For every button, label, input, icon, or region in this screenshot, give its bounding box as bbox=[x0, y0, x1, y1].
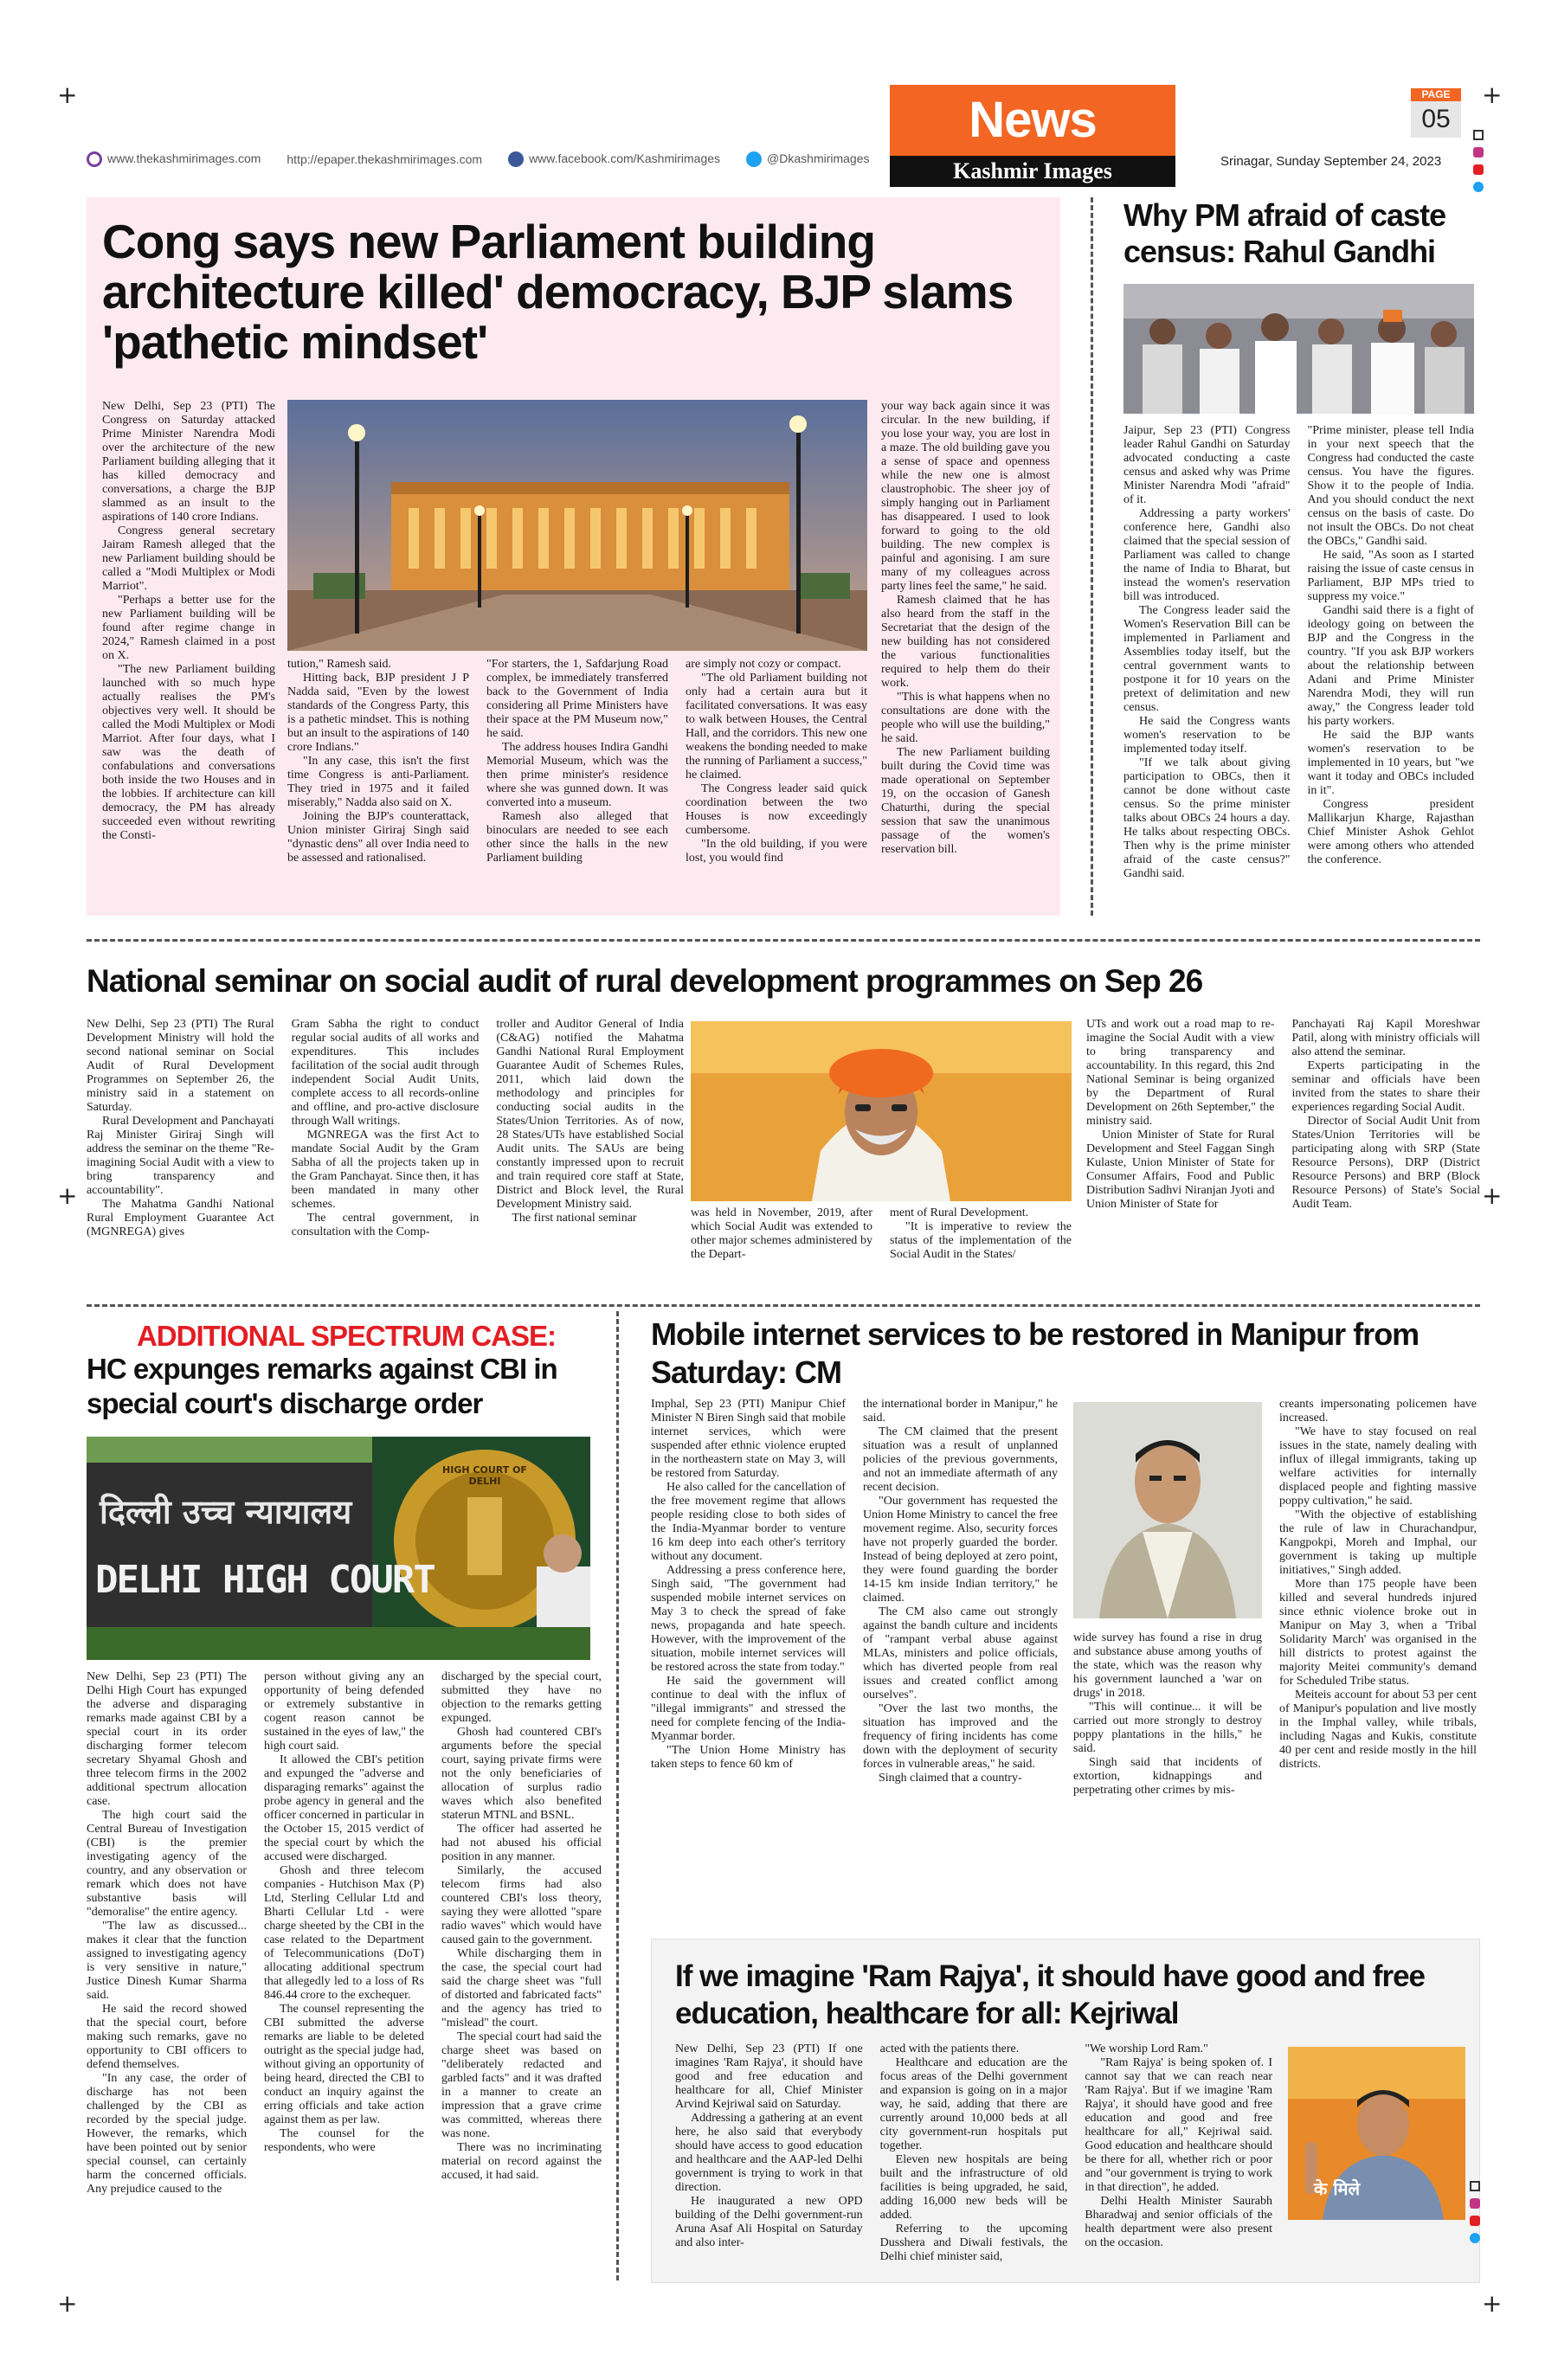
kejriwal-col-1 bbox=[675, 2042, 863, 2272]
paragraph: "The new Parliament building launched with so much hype actually realises the PM's objectives very well. It should be called the Modi Multiplex or Modi Marriot. After four days, what I saw was the death of confabulations and conversations both inside the two Houses and in the lobbies. If architecture can kill democracy, the PM has already succeeded even without rewriting the Consti- bbox=[102, 663, 275, 842]
paragraph: the international border in Manipur," he said. bbox=[863, 1398, 1058, 1425]
paragraph: The counsel representing the CBI submitted the adverse remarks are liable to be deleted outright as the special judge had, without giving an opportunity of being heard, directed the CBI to conduct an inquiry against the erring officials and take action against them as per law. bbox=[264, 2003, 424, 2126]
paper-name: Kashmir Images bbox=[890, 156, 1175, 187]
rahul-col-1 bbox=[1123, 424, 1291, 909]
paragraph: "If we talk about giving participation to OBCs, then it cannot be done without caste census. So the prime minister talks about OBCs 24 hours a day. He talks about respecting OBCs. Then why is the prime minister afraid of the caste census?" Gandhi said. bbox=[1123, 756, 1291, 880]
kejriwal-cols bbox=[675, 2042, 1272, 2272]
paragraph: "In the old building, if you were lost, you would find bbox=[686, 838, 867, 865]
paragraph: He said, "As soon as I started raising the issue of caste census in Parliament, BJP MPs tried to suppress my voice." bbox=[1307, 549, 1474, 603]
paragraph: "We have to stay focused on real issues in the state, namely dealing with influx of illegal immigrants, taking up welfare activities for internally displaced people and fighting massive poppy cultivation," he said. bbox=[1279, 1425, 1477, 1508]
rahul-cols bbox=[1123, 424, 1474, 909]
column-divider bbox=[1091, 197, 1093, 916]
seminar-col-3 bbox=[496, 1018, 684, 1312]
paragraph: person without giving any an opportunity of being defended or extremely substantive in cogent reason cannot be sustained in the eyes of law," the high court said. bbox=[264, 1670, 424, 1753]
paragraph: Singh said that incidents of extortion, kidnappings and perpetrating other crimes by mis- bbox=[1073, 1756, 1262, 1797]
paragraph: Ghosh had countered CBI's arguments before the special court, saying private firms were not the only beneficiaries of allocation of surplus radio waves which also benefited staterun MTNL and BSNL. bbox=[441, 1726, 602, 1822]
paragraph: The CM also came out strongly against the bandh culture and incidents of "rampant verbal abuse against MLAs, ministers and police officials, which has diverted people from real issues and created conflict among ourselves". bbox=[863, 1605, 1058, 1701]
hc-headline: HC expunges remarks against CBI in special court's discharge order bbox=[87, 1353, 557, 1419]
website-link[interactable]: www.thekashmirimages.com bbox=[87, 151, 261, 167]
paragraph: Gandhi said there is a fight of ideology going on between the BJP and the Congress in the country. "If you ask BJP workers about the relationship between Adani and Prime Minister Narendra Modi, they will run away," the Congress leader told his party workers. bbox=[1307, 604, 1474, 728]
paragraph: UTs and work out a road map to re-imagine the Social Audit with a view to bring transparency and accountability. In this regard, this 2nd National Seminar is being organized by the Department of Rural Development on 26th September," the ministry said. bbox=[1086, 1018, 1275, 1128]
court-emblem-text: HIGH COURT OF DELHI bbox=[442, 1464, 527, 1487]
giriraj-singh-photo bbox=[691, 1021, 1072, 1201]
kejriwal-photo bbox=[1288, 2047, 1465, 2220]
paragraph: "Prime minister, please tell India in your next speech that the Congress had conducted the caste census. You have the figures. Show it to the people of India. And you should conduct the next census on the basis of caste. Do not insult the OBCs. Do not cheat the OBCs," Gandhi said. bbox=[1307, 424, 1474, 548]
youtube-icon bbox=[1473, 164, 1484, 175]
hc-col-3 bbox=[441, 1670, 602, 2276]
paragraph: More than 175 people have been killed and several hundreds injured since ethnic violence broke out in Manipur on May 3, when a 'Tribal Solidarity March' was organised in the hill districts to protest against the majority Meitei community's demand for Scheduled Tribe status. bbox=[1279, 1578, 1477, 1688]
paragraph: Singh claimed that a country- bbox=[879, 1772, 1022, 1785]
dateline: Srinagar, Sunday September 24, 2023 bbox=[1220, 154, 1442, 169]
mail-icon bbox=[1470, 2181, 1480, 2191]
side-icons bbox=[1473, 130, 1485, 199]
paragraph: are simply not cozy or compact. bbox=[686, 658, 841, 671]
column-divider bbox=[616, 1311, 619, 2280]
paragraph: tution," Ramesh said. bbox=[287, 658, 392, 671]
paragraph: Healthcare and education are the focus areas of the Delhi government and expansion is going on in a major way, he said, adding that there are currently around 10,000 beds at all city government-run hospitals put together. bbox=[879, 2056, 1068, 2152]
masthead-links bbox=[87, 151, 870, 167]
seminar-headline: National seminar on social audit of rural development programmes on Sep 26 bbox=[87, 963, 1203, 999]
seminar-cols-under-photo bbox=[691, 1206, 1072, 1315]
kejriwal-col-2 bbox=[880, 2042, 1068, 2272]
paragraph: He inaugurated a new OPD building of the Delhi government-run Aruna Asaf Ali Hospital on Saturday and also inter- bbox=[675, 2195, 863, 2249]
paragraph: The first national seminar bbox=[512, 1212, 637, 1225]
page-number: 05 bbox=[1411, 101, 1461, 138]
youtube-icon bbox=[1470, 2216, 1480, 2226]
paragraph: Addressing a gathering at an event here, he also said that everybody should have access to good education and healthcare and the AAP-led Delhi government is trying to work in that direction. bbox=[675, 2112, 863, 2194]
seminar-col-7 bbox=[1292, 1018, 1481, 1312]
paragraph: It allowed the CBI's petition and expunged the "adverse and disparaging remarks" against the probe agency in general and the officer concerned in particular in the October 15, 2015 verdict of the special court by which the accused were discharged. bbox=[264, 1753, 424, 1863]
paragraph: Ghosh and three telecom companies - Hutchison Max (P) Ltd, Sterling Cellular Ltd and Bharti Cellular Ltd - were charge sheeted by the CBI in the case related to the Department of Telecommunications (DoT) allocating additional spectrum that allegedly led to a loss of Rs 846.44 crore to the exchequer. bbox=[264, 1864, 424, 2002]
paragraph: New Delhi, Sep 23 (PTI) The Congress on Saturday attacked Prime Minister Narendra Modi over the architecture of the new Parliament building alleging that it has killed democracy and conversations, a charge the BJP slammed as an insult to the aspirations of 140 crore Indians. bbox=[102, 400, 275, 524]
kejriwal-headline: If we imagine 'Ram Rajya', it should have good and free education, healthcare for all: Kejriwal bbox=[675, 1959, 1426, 2030]
paragraph: Similarly, the accused telecom firms had also countered CBI's loss theory, saying they were allotted "spare radio waves" which would have caused gain to the government. bbox=[441, 1864, 602, 1946]
paragraph: Experts participating in the seminar and officials have been invited from the states to share their experiences regarding Social Audit. bbox=[1291, 1059, 1480, 1114]
paragraph: "In any case, this isn't the first time Congress is anti-Parliament. They tried in 1975 and it failed miserably," Nadda also said on X. bbox=[287, 755, 469, 809]
paragraph: Gram Sabha the right to conduct regular social audits of all works and expenditures. This includes facilitation of the social audit through independent Social Audit Units, complete access to all records-online and offline, and pro-active disclosure through Wall writings. bbox=[291, 1018, 480, 1128]
seminar-col-5 bbox=[890, 1206, 1072, 1315]
kejriwal-col-3 bbox=[1085, 2042, 1272, 2272]
paragraph: The CM claimed that the present situation was a result of unplanned policies of the previous governments, and not an immediate aftermath of any recent decision. bbox=[863, 1425, 1058, 1494]
lead-col-2 bbox=[287, 658, 469, 904]
paragraph: your way back again since it was circular. In the new building, if you lose your way, you are lost in a maze. The old building gave you a sense of space and openness while the new one is almost claustrophobic. The sheer joy of simply hanging out in Parliament has disappeared. I used to look forward to going to the old building. The new complex is painful and agonising. I am sure many of my colleagues across party lines feel the same," he said. bbox=[881, 400, 1050, 593]
paragraph: discharged by the special court, submitted they have no objection to the remarks getting expunged. bbox=[441, 1670, 602, 1725]
crop-mark: + bbox=[57, 80, 78, 109]
paragraph: troller and Auditor General of India (C&AG) notified the Mahatma Gandhi National Rural Employment Guarantee Audit of Schemes Rules, 2011, which laid down the methodology and principles for conducting social audits in the States/Union Territories. As of now, 28 States/UTs have established Social Audit units. The SAUs are being constantly impressed upon to recruit and train required core staff at State, District and Block level, the Rural Development Ministry said. bbox=[496, 1018, 685, 1211]
paragraph: The counsel for the respondents, who were bbox=[264, 2127, 424, 2154]
lead-col-5 bbox=[881, 400, 1050, 904]
paragraph: "Perhaps a better use for the new Parliament building will be found after regime change in 2024," Ramesh claimed in a post on X. bbox=[102, 594, 275, 662]
paragraph: Hitting back, BJP president J P Nadda said, "Even by the lowest standards of the Congress Party, this is a pathetic mindset. This is nothing but an insult to the aspirations of 140 crore Indians." bbox=[287, 672, 469, 754]
paragraph: "The old Parliament building not only had a certain aura but it facilitated conversations. It was easy to walk between Houses, the Central Hall, and the corridors. This new one weakens the bonding needed to make the running of Parliament a success," he claimed. bbox=[686, 672, 867, 782]
paragraph: New Delhi, Sep 23 (PTI) If one imagines 'Ram Rajya', it should have good and free education and healthcare for all, Chief Minister Arvind Kejriwal said on Saturday. bbox=[675, 2042, 863, 2111]
paragraph: "It is imperative to review the status of the implementation of the Social Audit in the States/ bbox=[890, 1220, 1072, 1261]
paragraph: Jaipur, Sep 23 (PTI) Congress leader Rahul Gandhi on Saturday advocated conducting a caste census and asked why was Prime Minister Narendra Modi "afraid" of it. bbox=[1123, 424, 1291, 506]
paragraph: "The law as discussed... makes it clear that the function assigned to investigating agency is very sensitive in nature," Justice Dinesh Kumar Sharma said. bbox=[87, 1920, 247, 2002]
rahul-col-2 bbox=[1308, 424, 1475, 909]
paragraph: Congress general secretary Jairam Ramesh alleged that the new Parliament building should be called a "Modi Multiplex or Modi Marriot". bbox=[102, 524, 275, 593]
manipur-cols-left bbox=[651, 1398, 1058, 1917]
paragraph: Addressing a press conference here, Singh said, "The government had suspended mobile internet services on May 3 to check the spread of fake news, propaganda and hate speech. However, with the improvement of the situation, mobile internet services will be restored across the state from today." bbox=[651, 1564, 846, 1674]
section-banner bbox=[890, 85, 1175, 187]
paragraph: MGNREGA was the first Act to mandate Social Audit by the Gram Sabha of all the projects taken up in the Gram Panchayat. Since then, it has been mandated in many other schemes. bbox=[291, 1129, 480, 1211]
biren-singh-photo bbox=[1073, 1402, 1262, 1618]
delhi-high-court-photo bbox=[87, 1437, 590, 1660]
paragraph: "In any case, the order of discharge has not been challenged by the CBI as recorded by the special judge. However, the remarks, which have been pointed out by senior special counsel, can certainly harm the concerned officials. Any prejudice caused to the bbox=[87, 2072, 247, 2196]
paragraph: Union Minister of State for Rural Development and Steel Faggan Singh Kulaste, Union Minister of State for Consumer Affairs, Food and Public Distribution Sadhvi Niranjan Jyoti and Union Minister of State for bbox=[1086, 1129, 1275, 1211]
crop-mark: + bbox=[57, 2289, 78, 2318]
paragraph: "This is what happens when no consultations are done with the people who will use the building," he said. bbox=[881, 691, 1050, 745]
hc-cols bbox=[87, 1670, 602, 2276]
hc-col-1 bbox=[87, 1670, 247, 2276]
paragraph: The new Parliament building built during the Covid time was made operational on September 19, on the occasion of Ganesh Chaturthi, during the special session that saw the unanimous passage of the women's reservation bill. bbox=[881, 746, 1050, 856]
lead-col-3 bbox=[486, 658, 668, 904]
paragraph: The address houses Indira Gandhi Memorial Museum, which was the then prime minister's residence where she was gunned down. It was converted into a museum. bbox=[486, 741, 668, 809]
paragraph: New Delhi, Sep 23 (PTI) The Delhi High Court has expunged the adverse and disparaging remarks made against CBI by a special court in its order discharging former telecom secretary Shyamal Ghosh and three telecom firms in the 2002 additional spectrum allocation case. bbox=[87, 1670, 247, 1808]
epaper-link[interactable]: http://epaper.thekashmirimages.com bbox=[286, 152, 483, 167]
paragraph: There was no incriminating material on record against the accused, it had said. bbox=[441, 2141, 602, 2182]
rahul-gandhi-photo bbox=[1123, 284, 1474, 414]
manipur-col-2 bbox=[863, 1398, 1058, 1917]
paragraph: Panchayati Raj Kapil Moreshwar Patil, along with ministry officials will also attend the seminar. bbox=[1291, 1018, 1480, 1058]
paragraph: "This will continue... it will be carried out more strongly to destroy poppy plantations in the hills," he said. bbox=[1073, 1701, 1262, 1755]
section-divider bbox=[87, 1304, 1480, 1307]
facebook-icon bbox=[508, 151, 524, 167]
seminar-col-6 bbox=[1086, 1018, 1275, 1312]
paragraph: He said the government will continue to deal with the influx of "illegal immigrants" and stressed the need for complete fencing of the India-Myanmar border. bbox=[651, 1675, 846, 1743]
hc-col-2 bbox=[264, 1670, 424, 2276]
paragraph: Congress president Mallikarjun Kharge, Rajasthan Chief Minister Ashok Gehlot were among others who attended the conference. bbox=[1307, 798, 1474, 866]
paragraph: He said the record showed that the special court, before making such remarks, gave no opportunity to CBI officers to defend themselves. bbox=[87, 2003, 247, 2071]
seminar-col-4 bbox=[691, 1206, 872, 1315]
paragraph: He said the Congress wants women's reservation to be implemented today itself. bbox=[1123, 715, 1291, 756]
paragraph: The Mahatma Gandhi National Rural Employment Guarantee Act (MGNREGA) gives bbox=[87, 1198, 274, 1238]
manipur-headline: Mobile internet services to be restored in Manipur from Saturday: CM bbox=[651, 1316, 1420, 1390]
seminar-cols-right bbox=[1086, 1018, 1480, 1312]
story-side-icons bbox=[1470, 2181, 1482, 2250]
paragraph: Director of Social Audit Unit from States/Union Territories will be participating along with SRP (State Resource Persons), DRP (District Resource Persons) and BRP (Block Resource Persons) of State's Social Audit Team. bbox=[1291, 1115, 1480, 1211]
paragraph: ment of Rural Development. bbox=[890, 1206, 1029, 1219]
paragraph: Meiteis account for about 53 per cent of Manipur's population and live mostly in the Imphal valley, while tribals, including Nagas and Kukis, constitute 40 per cent and reside mostly in the hill districts. bbox=[1279, 1689, 1477, 1771]
crop-mark: + bbox=[57, 1181, 78, 1210]
manipur-col-1 bbox=[651, 1398, 846, 1917]
paragraph: was held in November, 2019, after which Social Audit was extended to other major schemes administered by the Depart- bbox=[691, 1206, 872, 1261]
instagram-icon bbox=[1473, 147, 1484, 158]
paragraph: He also called for the cancellation of the free movement regime that allows people residing close to both sides of the India-Myanmar border to venture 16 km deep into each other's territory without any document. bbox=[651, 1481, 846, 1563]
paragraph: "We worship Lord Ram." bbox=[1085, 2042, 1208, 2055]
paragraph: The Congress leader said quick coordination between the two Houses is now exceedingly cumbersome. bbox=[686, 782, 867, 837]
page-number-box bbox=[1411, 88, 1461, 138]
facebook-link[interactable]: www.facebook.com/Kashmirimages bbox=[508, 151, 720, 167]
paragraph: Eleven new hospitals are being built and the infrastructure of old facilities is being upgraded, he said, adding 16,000 new beds will be added. bbox=[879, 2153, 1068, 2222]
paragraph: Joining the BJP's counterattack, Union minister Giriraj Singh said "dynastic dens" all over India need to be assessed and rationalised. bbox=[287, 810, 469, 865]
seminar-col-1 bbox=[87, 1018, 274, 1312]
paragraph: creants impersonating policemen have increased. bbox=[1279, 1398, 1477, 1425]
lead-col-4 bbox=[686, 658, 867, 904]
paragraph: Imphal, Sep 23 (PTI) Manipur Chief Minister N Biren Singh said that mobile internet services, which were suspended after ethnic violence erupted in the northeastern state on May 3, will be restored from Saturday. bbox=[651, 1398, 846, 1480]
court-sign-english: DELHI HIGH COURT bbox=[95, 1558, 435, 1602]
paragraph: While discharging them in the case, the special court had said the charge sheet was "full of distorted and fabricated facts" and the agency has tried to "mislead" the court. bbox=[441, 1947, 602, 2029]
manipur-col-3 bbox=[1073, 1631, 1262, 1917]
paragraph: "The Union Home Ministry has taken steps to fence 60 km of bbox=[651, 1744, 846, 1771]
seminar-col-2 bbox=[292, 1018, 480, 1312]
paragraph: The Congress leader said the Women's Reservation Bill can be implemented in Parliament and Assemblies today itself, but the central government wants to postpone it for 10 years on the pretext of delimitation and new census. bbox=[1123, 604, 1291, 714]
paragraph: "With the objective of establishing the rule of law in Churachandpur, Kangpokpi, Moreh and Imphal, our government is taking up multiple initiatives," Singh added. bbox=[1279, 1508, 1477, 1577]
twitter-link[interactable]: @Dkashmirimages bbox=[746, 151, 869, 167]
paragraph: "Over the last two months, the situation has improved and the frequency of firing incidents has come down with the deployment of security forces in vulnerable areas," he said. bbox=[863, 1702, 1058, 1771]
crop-mark: + bbox=[1482, 1181, 1503, 1210]
paragraph: The high court said the Central Bureau of Investigation (CBI) is the premier investigating agency of the country, and any observation or remark which does not have substantive basis will "demoralise" the entire agency. bbox=[87, 1809, 247, 1919]
paragraph: acted with the patients there. bbox=[879, 2042, 1020, 2055]
photo-caption: के मिले bbox=[1314, 2178, 1361, 2199]
paragraph: Rural Development and Panchayati Raj Minister Giriraj Singh will address the seminar on the theme "Re-imagining Social Audit with a view to bring transparency and accountability". bbox=[87, 1115, 274, 1197]
crop-mark: + bbox=[1482, 2289, 1503, 2318]
paragraph: "Our government has requested the Union Home Ministry to cancel the free movement regime. Also, security forces have not properly guarded the border. Instead of being deployed at zero point, they were found guarding the border 14-15 km inside Indian territory," he claimed. bbox=[863, 1495, 1058, 1605]
paragraph: The central government, in consultation with the Comp- bbox=[291, 1212, 480, 1238]
mail-icon bbox=[1473, 130, 1484, 140]
paragraph: Referring to the upcoming Dusshera and Diwali festivals, the Delhi chief minister said, bbox=[879, 2222, 1068, 2263]
paragraph: He said the BJP wants women's reservation to be implemented in 10 years, but "we want it today and OBCs included in it". bbox=[1307, 729, 1474, 797]
paragraph: "For starters, the 1, Safdarjung Road complex, be immediately transferred back to the Government of India considering all Prime Ministers have their space at the PM Museum now," he said. bbox=[486, 658, 668, 740]
seminar-cols-left bbox=[87, 1018, 684, 1312]
paragraph: Delhi Health Minister Saurabh Bharadwaj and senior officials of the health department were also present on the occasion. bbox=[1085, 2195, 1273, 2249]
rahul-headline: Why PM afraid of caste census: Rahul Gandhi bbox=[1123, 197, 1446, 269]
paragraph: wide survey has found a rise in drug and substance abuse among youths of the state, which was the reason why his government launched a 'war on drugs' in 2018. bbox=[1073, 1631, 1262, 1700]
lead-headline: Cong says new Parliament building architecture killed' democracy, BJP slams 'pathetic mindset' bbox=[102, 215, 1014, 369]
instagram-icon bbox=[1470, 2198, 1480, 2209]
paragraph: Ramesh also alleged that binoculars are needed to see each other since the halls in the new Parliament building bbox=[486, 810, 668, 865]
paragraph: "Ram Rajya' is being spoken of. I cannot say that we can reach near 'Ram Rajya'. But if we imagine 'Ram Rajya', it should have good and free education and good and free healthcare for all," Kejriwal said. Good education and healthcare should be there for all, whether rich or poor and "our government is trying to work in that direction", he added. bbox=[1085, 2056, 1273, 2194]
paragraph: The officer had asserted he had not abused his official position in any manner. bbox=[441, 1823, 602, 1863]
telegram-icon bbox=[1470, 2233, 1480, 2243]
paragraph: The special court had said the charge sheet was based on "deliberately redacted and garbled facts" and it was drafted in a manner to create an impression that a grave crime was committed, whereas there was none. bbox=[441, 2030, 602, 2140]
section-divider bbox=[87, 939, 1480, 942]
globe-icon bbox=[87, 151, 102, 167]
crop-mark: + bbox=[1482, 80, 1503, 109]
lead-col-1 bbox=[102, 400, 275, 904]
paragraph: Ramesh claimed that he has also heard from the staff in the Secretariat that the design of the new building has not considered the various functionalities required to help them do their work. bbox=[881, 594, 1050, 690]
manipur-col-4 bbox=[1279, 1398, 1477, 1917]
section-title: News bbox=[969, 92, 1097, 148]
page-label: PAGE bbox=[1411, 88, 1461, 101]
court-sign-hindi: दिल्ली उच्च न्यायालय bbox=[100, 1493, 352, 1531]
lead-cols-under-photo bbox=[287, 658, 867, 904]
paragraph: New Delhi, Sep 23 (PTI) The Rural Development Ministry will hold the second national seminar on Social Audit of Rural Development Programmes on September 26, the ministry said in a statement on Saturday. bbox=[87, 1018, 274, 1114]
spectrum-kicker: ADDITIONAL SPECTRUM CASE: bbox=[136, 1320, 557, 1352]
paragraph: Addressing a party workers' conference here, Gandhi also claimed that the special session of Parliament was called to change the name of India to Bharat, but instead the women's reservation bill was introduced. bbox=[1123, 507, 1291, 603]
parliament-photo bbox=[287, 400, 867, 651]
twitter-icon bbox=[746, 151, 762, 167]
telegram-icon bbox=[1473, 182, 1484, 192]
